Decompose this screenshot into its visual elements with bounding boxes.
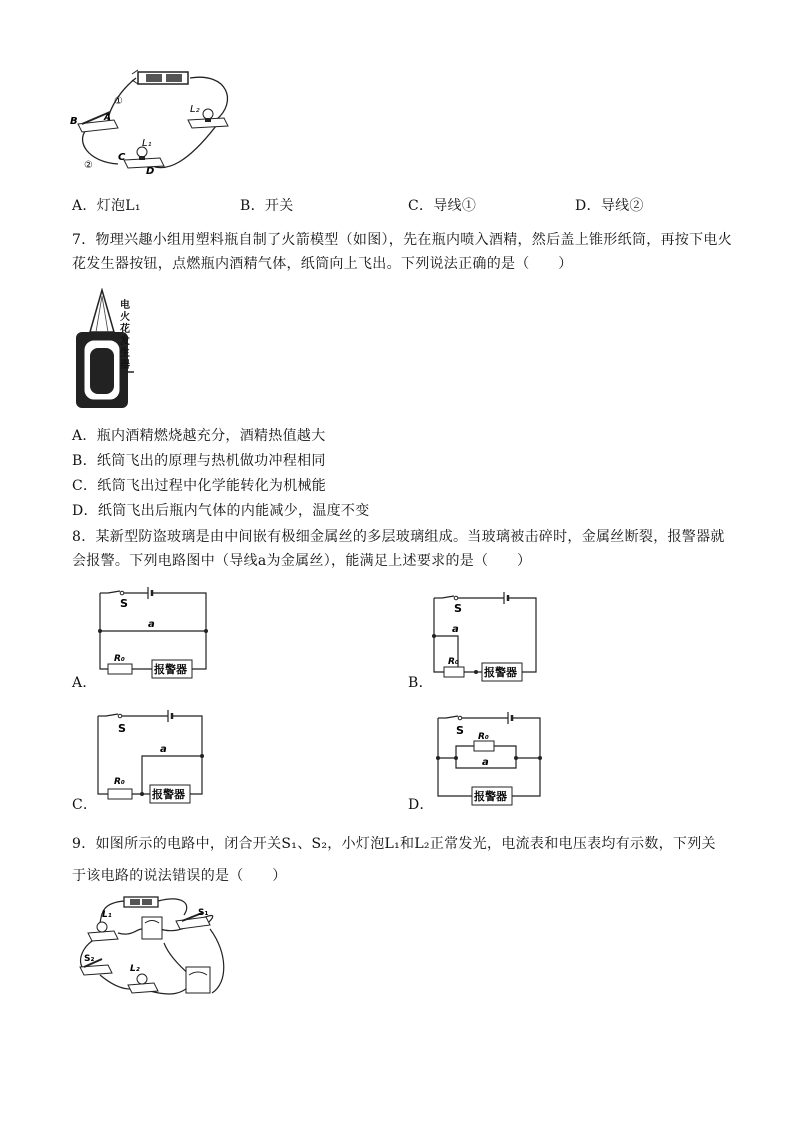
q8-option-c[interactable]: C． [72, 797, 98, 813]
q6-label-w2: ② [84, 160, 93, 171]
q6-label-d: D [146, 166, 155, 177]
q8c-wire-label: a [160, 744, 167, 755]
q8-circuit-a [94, 585, 214, 685]
q7-stem-line1: 7．物理兴趣小组用塑料瓶自制了火箭模型（如图），先在瓶内喷入酒精，然后盖上锥形纸筒，再按下电火 [72, 232, 733, 248]
q8d-alarm-label: 报警器 [474, 790, 507, 803]
q7-stem-line2: 花发生器按钮，点燃瓶内酒精气体，纸筒向上飞出。下列说法正确的是（ ） [72, 256, 573, 272]
q8-stem-line2: 会报警。下列电路图中（导线a为金属丝），能满足上述要求的是（ ） [72, 553, 532, 569]
q8-circuit-b [430, 590, 542, 686]
q9-label-l1: L₁ [102, 910, 112, 920]
q8a-alarm-label: 报警器 [154, 663, 187, 676]
q8b-switch-label: S [454, 602, 462, 615]
q8b-wire-label: a [452, 624, 459, 635]
q9-label-l2: L₂ [130, 964, 140, 974]
q9-circuit-figure [72, 893, 228, 1007]
q9-stem-line1: 9．如图所示的电路中，闭合开关S₁、S₂，小灯泡L₁和L₂正常发光，电流表和电压表均有示数，下列关 [72, 836, 716, 852]
q9-stem-line2: 于该电路的说法错误的是（ ） [72, 868, 287, 884]
q8-stem-line1: 8．某新型防盗玻璃是由中间嵌有极细金属丝的多层玻璃组成。当玻璃被击碎时，金属丝断裂，报警器就 [72, 529, 725, 545]
q8-circuit-d [434, 710, 546, 808]
q8c-resistor-label: R₀ [114, 777, 125, 787]
q7-option-c[interactable]: C．纸筒飞出过程中化学能转化为机械能 [72, 478, 327, 494]
q7-option-a[interactable]: A．瓶内酒精燃烧越充分，酒精热值越大 [72, 428, 326, 444]
q6-label-w1: ① [114, 96, 123, 107]
q8b-resistor-label: R₀ [448, 657, 459, 667]
q8b-alarm-label: 报警器 [484, 666, 517, 679]
q6-label-l1: L₁ [142, 138, 152, 149]
q6-option-c[interactable]: C．导线① [408, 198, 477, 214]
q8c-alarm-label: 报警器 [152, 788, 185, 801]
q8a-wire-label: a [148, 619, 155, 630]
q8-option-d[interactable]: D． [408, 797, 434, 813]
q6-label-b: B [70, 116, 78, 127]
q8-option-a[interactable]: A． [72, 675, 97, 691]
q8c-switch-label: S [118, 722, 126, 735]
q6-option-a[interactable]: A．灯泡L₁ [72, 198, 141, 214]
q6-circuit-figure [68, 62, 238, 182]
q6-option-b[interactable]: B．开关 [240, 198, 294, 214]
q7-option-b[interactable]: B．纸筒飞出的原理与热机做功冲程相同 [72, 453, 326, 469]
q6-label-l2: L₂ [190, 104, 200, 115]
q7-option-d[interactable]: D．纸筒飞出后瓶内气体的内能减少，温度不变 [72, 503, 370, 519]
q8-option-b[interactable]: B． [408, 675, 433, 691]
q6-option-d[interactable]: D．导线② [575, 198, 644, 214]
q8d-wire-label: a [482, 757, 489, 768]
q8d-resistor-label: R₀ [478, 732, 489, 742]
q9-label-s1: S₁ [198, 908, 209, 918]
q8d-switch-label: S [456, 724, 464, 737]
q7-figure-label: 电 火 花 发 生 器 [120, 300, 130, 371]
q8-circuit-c [94, 708, 214, 804]
q9-label-s2: S₂ [84, 954, 95, 964]
q6-label-c: C [118, 152, 126, 163]
q8a-switch-label: S [120, 597, 128, 610]
q8a-resistor-label: R₀ [114, 654, 125, 664]
q6-label-a: A [104, 113, 111, 123]
